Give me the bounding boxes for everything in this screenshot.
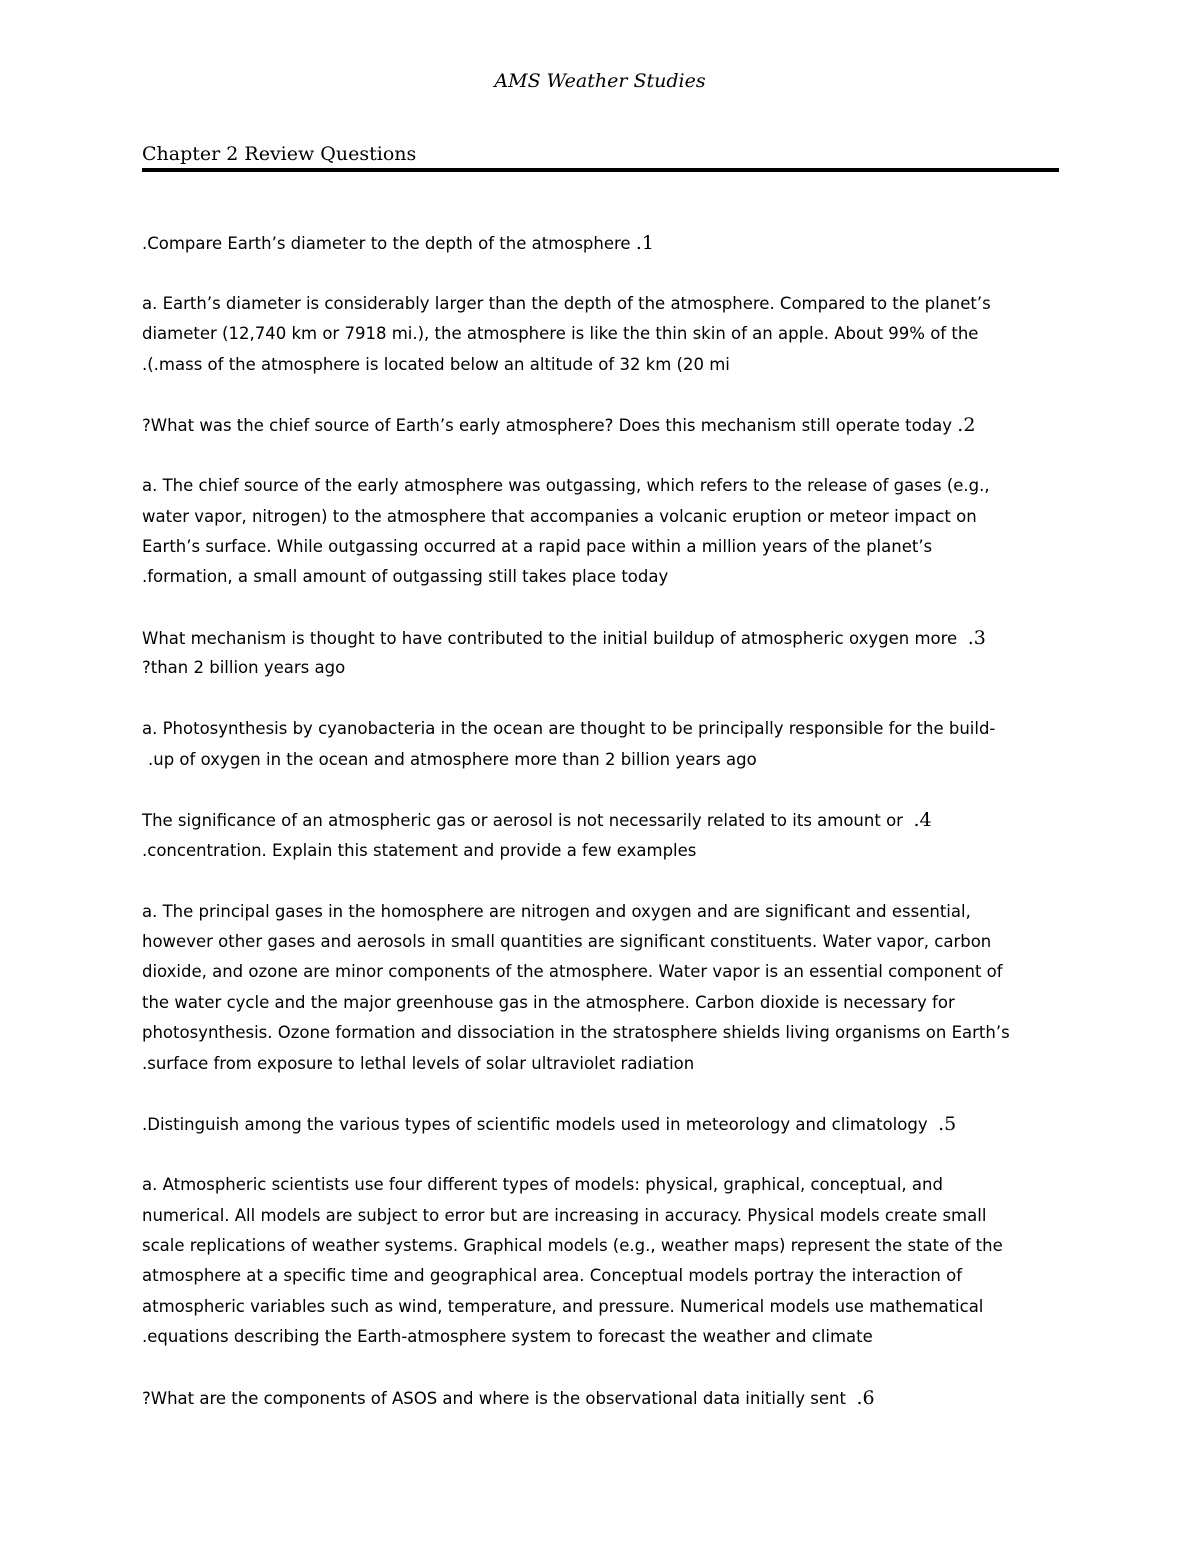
answer-line: the water cycle and the major greenhouse gas in the atmosphere. Carbon dioxide is necessary for bbox=[142, 992, 955, 1012]
answer-line: a. The chief source of the early atmosphere was outgassing, which refers to the release of gases (e.g., bbox=[142, 476, 990, 496]
question-text: ?What are the components of ASOS and where is the observational data initially sent bbox=[142, 1388, 846, 1408]
answer-line: water vapor, nitrogen) to the atmosphere that accompanies a volcanic eruption or meteor impact on bbox=[142, 506, 977, 526]
question-5 bbox=[142, 1109, 1062, 1139]
answer-line: .equations describing the Earth-atmosphere system to forecast the weather and climate bbox=[142, 1327, 873, 1347]
title-rule bbox=[142, 168, 1059, 172]
answer-line: a. Atmospheric scientists use four different types of models: physical, graphical, conceptual, and bbox=[142, 1175, 943, 1195]
answer-line: dioxide, and ozone are minor components of the atmosphere. Water vapor is an essential component of bbox=[142, 962, 1003, 982]
answer-line: scale replications of weather systems. Graphical models (e.g., weather maps) represent the state of the bbox=[142, 1235, 1003, 1255]
answer-line: atmospheric variables such as wind, temperature, and pressure. Numerical models use mathematical bbox=[142, 1296, 984, 1316]
question-text: .Compare Earth’s diameter to the depth of the atmosphere bbox=[142, 234, 631, 253]
page-header: AMS Weather Studies bbox=[494, 70, 706, 92]
answer-line: Earth’s surface. While outgassing occurred at a rapid pace within a million years of the planet’s bbox=[142, 536, 933, 556]
chapter-title: Chapter 2 Review Questions bbox=[142, 143, 417, 165]
answer-line: numerical. All models are subject to error but are increasing in accuracy. Physical models create small bbox=[142, 1205, 987, 1225]
document-body bbox=[142, 228, 1062, 1413]
question-text: .concentration. Explain this statement and provide a few examples bbox=[142, 840, 697, 860]
answer-line: .surface from exposure to lethal levels of solar ultraviolet radiation bbox=[142, 1053, 695, 1073]
question-2 bbox=[142, 410, 1062, 440]
question-3 bbox=[142, 623, 1062, 653]
answer-line: .up of oxygen in the ocean and atmosphere more than 2 billion years ago bbox=[148, 749, 757, 769]
question-6 bbox=[142, 1383, 1062, 1413]
question-number: .1 bbox=[635, 232, 654, 254]
answer-line: diameter (12,740 km or 7918 mi.), the atmosphere is like the thin skin of an apple. About 99% of the bbox=[142, 324, 979, 344]
answer-line: photosynthesis. Ozone formation and dissociation in the stratosphere shields living organisms on Earth’s bbox=[142, 1023, 1010, 1043]
question-text: The significance of an atmospheric gas or aerosol is not necessarily related to its amount or bbox=[142, 811, 903, 831]
question-text: ?What was the chief source of Earth’s early atmosphere? Does this mechanism still operate today bbox=[142, 416, 953, 436]
question-number: .3 bbox=[967, 627, 986, 650]
question-4 bbox=[142, 805, 1062, 835]
question-text: .Distinguish among the various types of scientific models used in meteorology and climatology bbox=[142, 1115, 928, 1135]
question-number: .6 bbox=[856, 1386, 875, 1409]
answer-line: atmosphere at a specific time and geographical area. Conceptual models portray the interaction of bbox=[142, 1266, 963, 1286]
question-text: What mechanism is thought to have contributed to the initial buildup of atmospheric oxygen more bbox=[142, 629, 958, 649]
answer-line: a. Photosynthesis by cyanobacteria in the ocean are thought to be principally responsible for the build- bbox=[142, 719, 996, 739]
question-number: .2 bbox=[957, 414, 976, 437]
question-number: .5 bbox=[938, 1113, 957, 1136]
answer-line: however other gases and aerosols in small quantities are significant constituents. Water vapor, carbon bbox=[142, 931, 992, 951]
answer-line: a. The principal gases in the homosphere are nitrogen and oxygen and are significant and essential, bbox=[142, 901, 971, 921]
question-number: .4 bbox=[913, 809, 932, 832]
answer-line: .(.mass of the atmosphere is located below an altitude of 32 km (20 mi bbox=[142, 354, 730, 374]
answer-line: a. Earth’s diameter is considerably larger than the depth of the atmosphere. Compared to the planet’s bbox=[142, 293, 991, 313]
question-text: ?than 2 billion years ago bbox=[142, 658, 346, 678]
question-1 bbox=[142, 228, 1062, 258]
answer-line: .formation, a small amount of outgassing still takes place today bbox=[142, 567, 669, 587]
